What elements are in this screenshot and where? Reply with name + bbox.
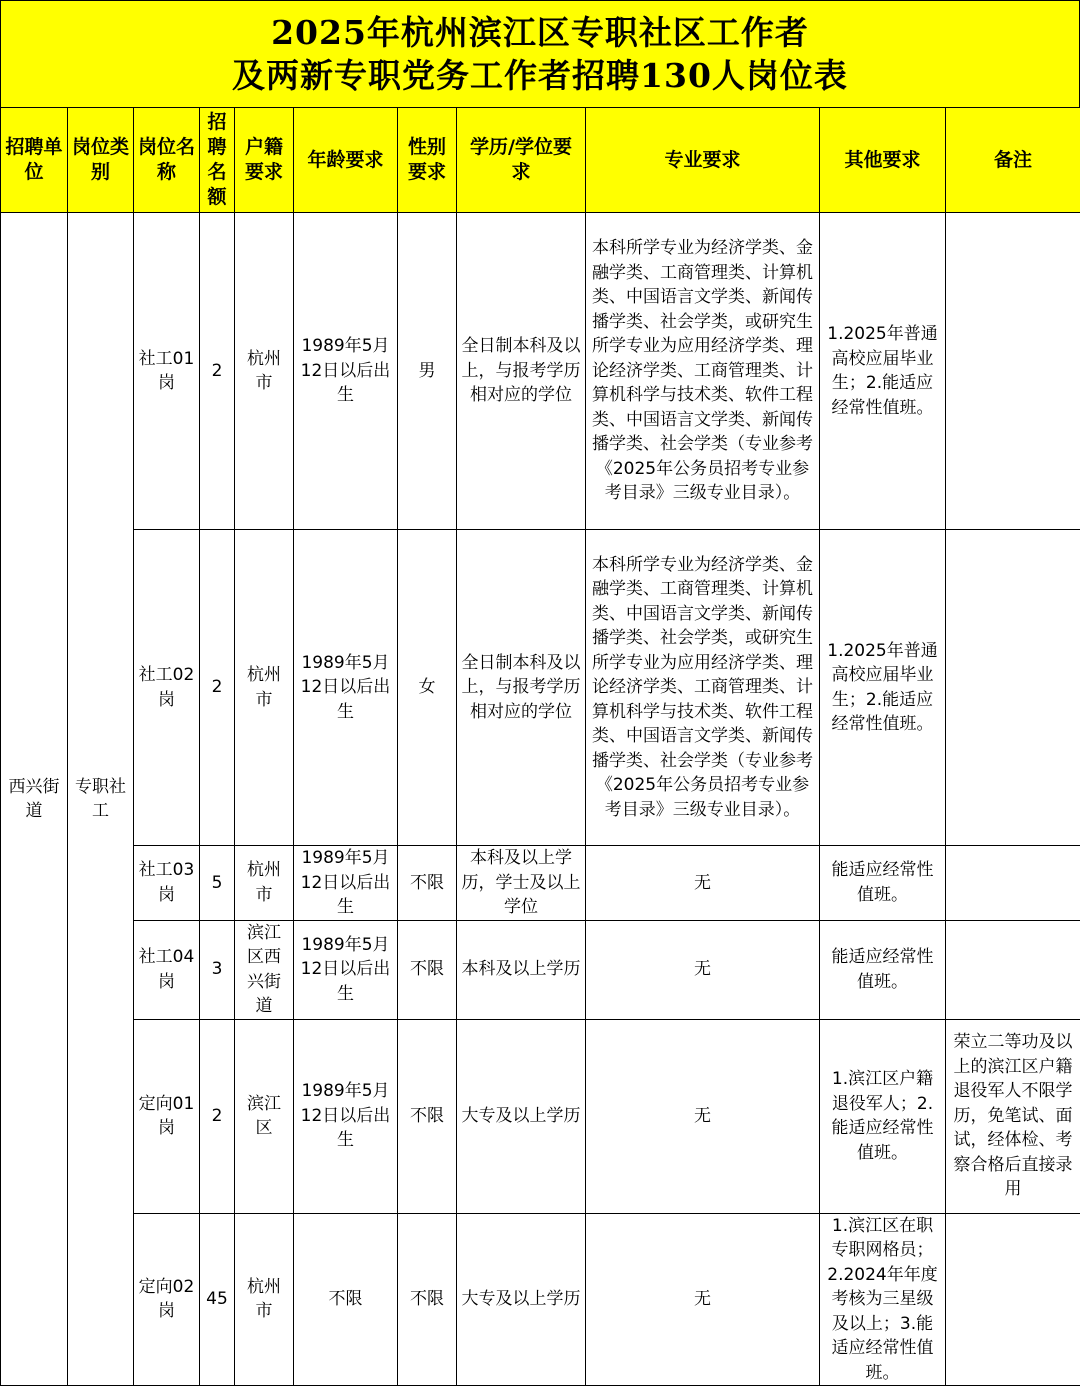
major-cell: 无 [586, 920, 820, 1019]
category-cell: 专职社工 [68, 213, 134, 1386]
table-row [1, 213, 1080, 530]
remark-cell [946, 530, 1080, 846]
table-row [1, 846, 1080, 921]
major-cell: 本科所学专业为经济学类、金融学类、工商管理类、计算机类、中国语言文学类、新闻传播学类、社会学类，或研究生所学专业为应用经济学类、理论经济学类、工商管理类、计算机科学与技术类、软件工程类、中国语言文学类、新闻传播学类、社会学类（专业参考《2025年公务员招考专业参考目录》三级专业目录）。 [586, 213, 820, 530]
age-cell: 1989年5月12日以后出生 [294, 846, 398, 921]
position-cell: 社工01岗 [134, 213, 200, 530]
header-age: 年龄要求 [294, 108, 398, 213]
remark-cell [946, 920, 1080, 1019]
title-line-1: 2025年杭州滨江区专职社区工作者 [271, 11, 809, 54]
sheet-title [0, 0, 1080, 108]
position-cell: 定向02岗 [134, 1213, 200, 1386]
age-cell: 1989年5月12日以后出生 [294, 920, 398, 1019]
table-row [1, 920, 1080, 1019]
education-cell: 本科及以上学历，学士及以上学位 [457, 846, 586, 921]
gender-cell: 女 [398, 530, 457, 846]
age-cell: 1989年5月12日以后出生 [294, 213, 398, 530]
hukou-cell: 杭州市 [235, 846, 294, 921]
major-cell: 本科所学专业为经济学类、金融学类、工商管理类、计算机类、中国语言文学类、新闻传播学类、社会学类，或研究生所学专业为应用经济学类、理论经济学类、工商管理类、计算机科学与技术类、软件工程类、中国语言文学类、新闻传播学类、社会学类（专业参考《2025年公务员招考专业参考目录》三级专业目录）。 [586, 530, 820, 846]
header-education: 学历/学位要求 [457, 108, 586, 213]
quota-cell: 2 [200, 1019, 235, 1213]
header-position: 岗位名称 [134, 108, 200, 213]
unit-cell: 西兴街道 [1, 213, 68, 1386]
position-cell: 社工03岗 [134, 846, 200, 921]
quota-cell: 5 [200, 846, 235, 921]
quota-cell: 45 [200, 1213, 235, 1386]
hukou-cell: 滨江区 [235, 1019, 294, 1213]
education-cell: 全日制本科及以 上，与报考学历相对应的学位 [457, 530, 586, 846]
header-major: 专业要求 [586, 108, 820, 213]
major-cell: 无 [586, 1019, 820, 1213]
position-cell: 社工02岗 [134, 530, 200, 846]
remark-cell: 荣立二等功及以上的滨江区户籍退役军人不限学 历，免笔试、面试，经体检、考察合格后直接录用 [946, 1019, 1080, 1213]
other-cell: 能适应经常性值班。 [820, 846, 946, 921]
gender-cell: 不限 [398, 846, 457, 921]
header-other: 其他要求 [820, 108, 946, 213]
major-cell: 无 [586, 846, 820, 921]
hukou-cell: 杭州市 [235, 1213, 294, 1386]
age-cell: 1989年5月12日以后出生 [294, 530, 398, 846]
header-gender: 性别要求 [398, 108, 457, 213]
gender-cell: 不限 [398, 920, 457, 1019]
other-cell: 能适应经常性值班。 [820, 920, 946, 1019]
position-cell: 社工04岗 [134, 920, 200, 1019]
table-row [1, 530, 1080, 846]
education-cell: 大专及以上学历 [457, 1019, 586, 1213]
education-cell: 本科及以上学历 [457, 920, 586, 1019]
other-cell: 1.2025年普通高校应届毕业生；2.能适应经常性值班。 [820, 530, 946, 846]
age-cell: 1989年5月12日以后出生 [294, 1019, 398, 1213]
remark-cell [946, 1213, 1080, 1386]
quota-cell: 2 [200, 530, 235, 846]
header-row [1, 108, 1080, 213]
header-category: 岗位类别 [68, 108, 134, 213]
position-cell: 定向01岗 [134, 1019, 200, 1213]
remark-cell [946, 846, 1080, 921]
hukou-cell: 杭州市 [235, 213, 294, 530]
gender-cell: 不限 [398, 1019, 457, 1213]
quota-cell: 3 [200, 920, 235, 1019]
header-remark: 备注 [946, 108, 1080, 213]
header-hukou: 户籍要求 [235, 108, 294, 213]
other-cell: 1.2025年普通高校应届毕业生；2.能适应经常性值班。 [820, 213, 946, 530]
table-row [1, 1019, 1080, 1213]
gender-cell: 不限 [398, 1213, 457, 1386]
positions-table [0, 107, 1080, 1386]
remark-cell [946, 213, 1080, 530]
table-row [1, 1213, 1080, 1386]
major-cell: 无 [586, 1213, 820, 1386]
quota-cell: 2 [200, 213, 235, 530]
education-cell: 大专及以上学历 [457, 1213, 586, 1386]
header-unit: 招聘单位 [1, 108, 68, 213]
title-line-2: 及两新专职党务工作者招聘130人岗位表 [232, 54, 848, 97]
education-cell: 全日制本科及以 上，与报考学历相对应的学位 [457, 213, 586, 530]
other-cell: 1.滨江区户籍退役军人；2.能适应经常性值班。 [820, 1019, 946, 1213]
other-cell: 1.滨江区在职专职网格员；2.2024年年度考核为三星级及以上；3.能适应经常性值班。 [820, 1213, 946, 1386]
hukou-cell: 滨江区西兴街道 [235, 920, 294, 1019]
gender-cell: 男 [398, 213, 457, 530]
hukou-cell: 杭州市 [235, 530, 294, 846]
age-cell: 不限 [294, 1213, 398, 1386]
header-quota: 招聘名额 [200, 108, 235, 213]
